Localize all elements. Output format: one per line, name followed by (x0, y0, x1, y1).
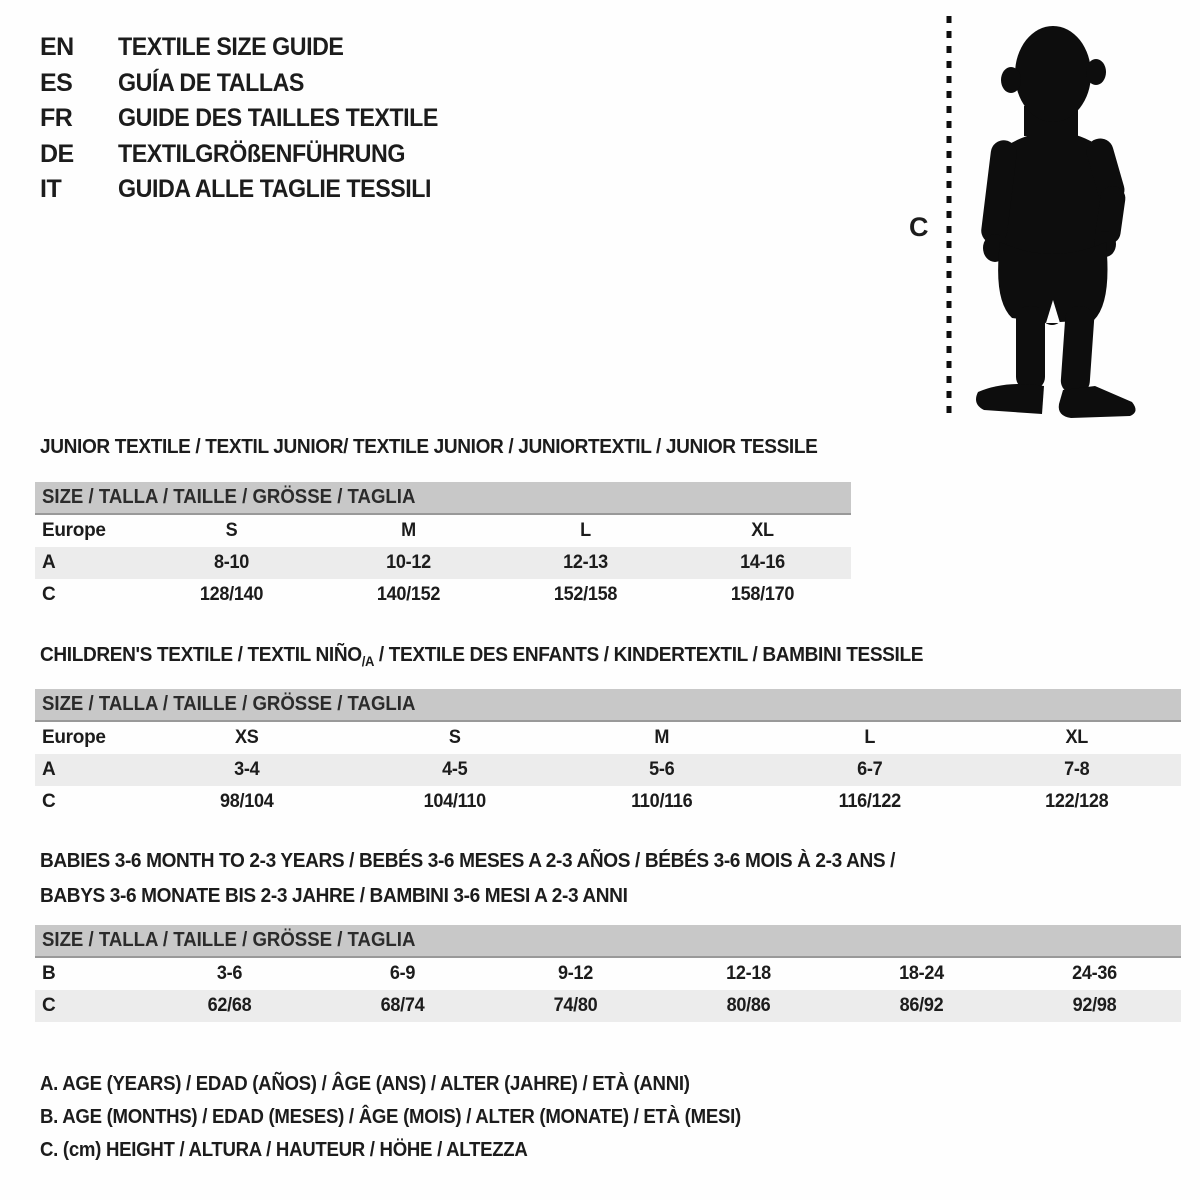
language-row-en (40, 30, 462, 66)
age-cell: 3-4 (234, 759, 260, 780)
table-row-age-months (35, 958, 1181, 990)
children-section-title-text (40, 643, 923, 669)
row-label: C (42, 791, 56, 812)
toddler-silhouette-icon (960, 14, 1150, 426)
language-header (40, 30, 462, 208)
height-cell: 140/152 (376, 584, 441, 605)
age-cell: 3-6 (216, 963, 243, 984)
language-code: DE (40, 139, 74, 168)
height-cell: 128/140 (199, 584, 264, 605)
junior-section-title (40, 435, 876, 459)
footnote-a-text: A. AGE (YEARS) / EDAD (AÑOS) / ÂGE (ANS) / ALTER (JAHRE) / ETÀ (ANNI) (40, 1073, 690, 1095)
table-row-height (35, 990, 1181, 1022)
height-cell: 62/68 (207, 995, 252, 1016)
language-row-es (40, 66, 462, 102)
size-cell: L (580, 520, 591, 541)
language-code: FR (40, 104, 73, 133)
height-cell: 98/104 (220, 791, 274, 812)
height-cell: 80/86 (726, 995, 771, 1016)
size-header-band (35, 689, 1181, 722)
row-label: Europe (42, 727, 106, 748)
babies-size-table (35, 925, 1181, 1022)
language-row-it (40, 172, 462, 208)
language-code: ES (40, 68, 73, 97)
height-cell: 68/74 (380, 995, 425, 1016)
age-cell: 18-24 (899, 963, 944, 984)
height-cell: 152/158 (553, 584, 618, 605)
size-cell: S (448, 727, 461, 748)
children-title-sub: /A (361, 653, 374, 670)
toddler-figure (895, 0, 1195, 440)
guide-title-es: GUÍA DE TALLAS (118, 68, 304, 97)
legend-footnotes (40, 1068, 794, 1167)
height-measure-label: C (909, 212, 929, 242)
size-cell: XL (751, 520, 774, 541)
table-row-age (35, 547, 851, 579)
age-cell: 6-7 (856, 759, 883, 780)
row-label: C (42, 584, 56, 605)
age-cell: 10-12 (386, 552, 431, 573)
table-row-europe (35, 515, 851, 547)
age-cell: 8-10 (213, 552, 249, 573)
junior-section-title-text: JUNIOR TEXTILE / TEXTIL JUNIOR/ TEXTILE JUNIOR / JUNIORTEXTIL / JUNIOR TESSILE (40, 435, 818, 458)
size-header-label: SIZE / TALLA / TAILLE / GRÖSSE / TAGLIA (42, 929, 416, 951)
age-cell: 6-9 (389, 963, 416, 984)
size-cell: S (225, 520, 238, 541)
children-title-pre: CHILDREN'S TEXTILE / TEXTIL NIÑO (40, 643, 362, 666)
language-row-fr (40, 101, 462, 137)
size-cell: XS (235, 727, 259, 748)
height-cell: 110/116 (631, 791, 693, 812)
guide-title-it: GUIDA ALLE TAGLIE TESSILI (118, 175, 432, 204)
guide-title-fr: GUIDE DES TAILLES TEXTILE (118, 104, 438, 133)
table-row-height (35, 786, 1181, 818)
height-cell: 116/122 (838, 791, 901, 812)
table-row-height (35, 579, 851, 611)
footnote-c-text: C. (cm) HEIGHT / ALTURA / HAUTEUR / HÖHE / ALTEZZA (40, 1139, 528, 1161)
footnote-height-cm (40, 1134, 794, 1167)
age-cell: 12-13 (563, 552, 608, 573)
row-label: Europe (42, 520, 106, 541)
height-dashed-line (944, 16, 954, 418)
height-cell: 122/128 (1045, 791, 1109, 812)
language-code: IT (40, 175, 62, 204)
height-cell: 104/110 (423, 791, 486, 812)
age-cell: 14-16 (740, 552, 785, 573)
junior-size-table (35, 482, 851, 611)
height-cell: 86/92 (899, 995, 944, 1016)
guide-title-de: TEXTILGRÖßENFÜHRUNG (118, 139, 405, 168)
size-header-band (35, 482, 851, 515)
language-row-de (40, 137, 462, 173)
footnote-age-years (40, 1068, 794, 1101)
size-header-label: SIZE / TALLA / TAILLE / GRÖSSE / TAGLIA (42, 693, 416, 715)
size-cell: L (864, 727, 875, 748)
age-cell: 9-12 (557, 963, 593, 984)
babies-title-line2: BABYS 3-6 MONATE BIS 2-3 JAHRE / BAMBINI 3-6 MESI A 2-3 ANNI (40, 884, 628, 907)
table-row-age (35, 754, 1181, 786)
age-cell: 7-8 (1064, 759, 1090, 780)
age-cell: 12-18 (726, 963, 771, 984)
height-cell: 74/80 (553, 995, 598, 1016)
children-size-table (35, 689, 1181, 818)
height-cell: 92/98 (1072, 995, 1117, 1016)
children-title-post: / TEXTILE DES ENFANTS / KINDERTEXTIL / BAMBINI TESSILE (373, 643, 924, 666)
footnote-age-months (40, 1101, 794, 1134)
language-code: EN (40, 33, 74, 62)
height-cell: 158/170 (730, 584, 795, 605)
age-cell: 5-6 (649, 759, 675, 780)
row-label: A (42, 759, 56, 780)
row-label: B (42, 963, 56, 984)
size-header-label: SIZE / TALLA / TAILLE / GRÖSSE / TAGLIA (42, 486, 416, 508)
babies-section-title (40, 843, 959, 913)
size-header-band (35, 925, 1181, 958)
babies-title-line1: BABIES 3-6 MONTH TO 2-3 YEARS / BEBÉS 3-6 MESES A 2-3 AÑOS / BÉBÉS 3-6 MOIS À 2-3 ANS / (40, 849, 896, 872)
guide-title-en: TEXTILE SIZE GUIDE (118, 33, 344, 62)
age-cell: 4-5 (441, 759, 468, 780)
children-section-title (40, 643, 990, 669)
size-cell: XL (1065, 727, 1089, 748)
size-cell: M (654, 727, 670, 748)
age-cell: 24-36 (1072, 963, 1117, 984)
row-label: C (42, 995, 56, 1016)
size-cell: M (401, 520, 416, 541)
footnote-b-text: B. AGE (MONTHS) / EDAD (MESES) / ÂGE (MOIS) / ALTER (MONATE) / ETÀ (MESI) (40, 1106, 741, 1128)
table-row-europe (35, 722, 1181, 754)
row-label: A (42, 552, 56, 573)
